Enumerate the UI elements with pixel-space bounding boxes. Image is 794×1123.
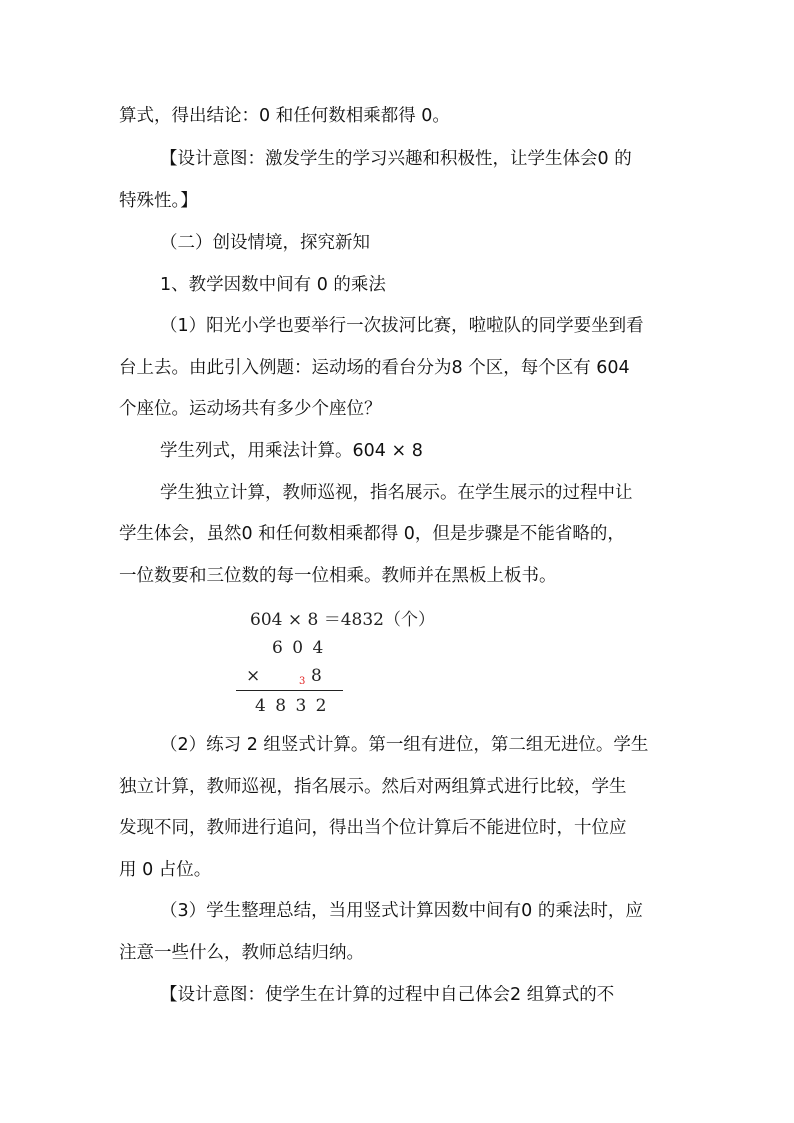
paragraph-line: 用 0 占位。: [119, 860, 212, 880]
calculation-rule: [236, 690, 343, 691]
carry-digit: 3: [299, 676, 306, 687]
paragraph-line: 学生体会，虽然0 和任何数相乘都得 0，但是步骤是不能省略的，: [119, 524, 625, 544]
subsection-heading: 1、教学因数中间有 0 的乘法: [160, 275, 386, 295]
design-intent-line: 【设计意图：激发学生的学习兴趣和积极性，让学生体会0 的: [160, 149, 632, 169]
section-heading: （二）创设情境，探究新知: [160, 233, 370, 253]
multiplicand: 6 0 4: [272, 638, 326, 658]
paragraph-line: 学生独立计算，教师巡视，指名展示。在学生展示的过程中让: [160, 483, 633, 503]
paragraph-line: 发现不同，教师进行追问，得出当个位计算后不能进位时，十位应: [119, 818, 627, 838]
paragraph-line: （1）阳光小学也要举行一次拔河比赛，啦啦队的同学要坐到看: [160, 316, 644, 336]
design-intent-line: 【设计意图：使学生在计算的过程中自己体会2 组算式的不: [160, 985, 615, 1005]
equation: 604 × 8 ＝4832（个）: [250, 610, 435, 630]
paragraph-line: 注意一些什么，教师总结归纳。: [119, 943, 364, 963]
paragraph-line: （3）学生整理总结，当用竖式计算因数中间有0 的乘法时，应: [160, 901, 643, 921]
design-intent-line: 特殊性。】: [119, 191, 198, 211]
paragraph-line: 算式，得出结论：0 和任何数相乘都得 0。: [119, 106, 450, 126]
multiplier: 8: [311, 666, 322, 686]
paragraph-line: 台上去。由此引入例题：运动场的看台分为8 个区，每个区有 604: [119, 358, 630, 378]
product: 4 8 3 2: [255, 696, 329, 716]
paragraph-line: （2）练习 2 组竖式计算。第一组有进位，第二组无进位。学生: [160, 735, 649, 755]
paragraph-line: 个座位。运动场共有多少个座位？: [119, 399, 382, 419]
paragraph-line: 学生列式，用乘法计算。604 × 8: [160, 441, 423, 461]
paragraph-line: 独立计算，教师巡视，指名展示。然后对两组算式进行比较，学生: [119, 777, 627, 797]
times-sign: ×: [246, 666, 261, 686]
paragraph-line: 一位数要和三位数的每一位相乘。教师并在黑板上板书。: [119, 566, 557, 586]
